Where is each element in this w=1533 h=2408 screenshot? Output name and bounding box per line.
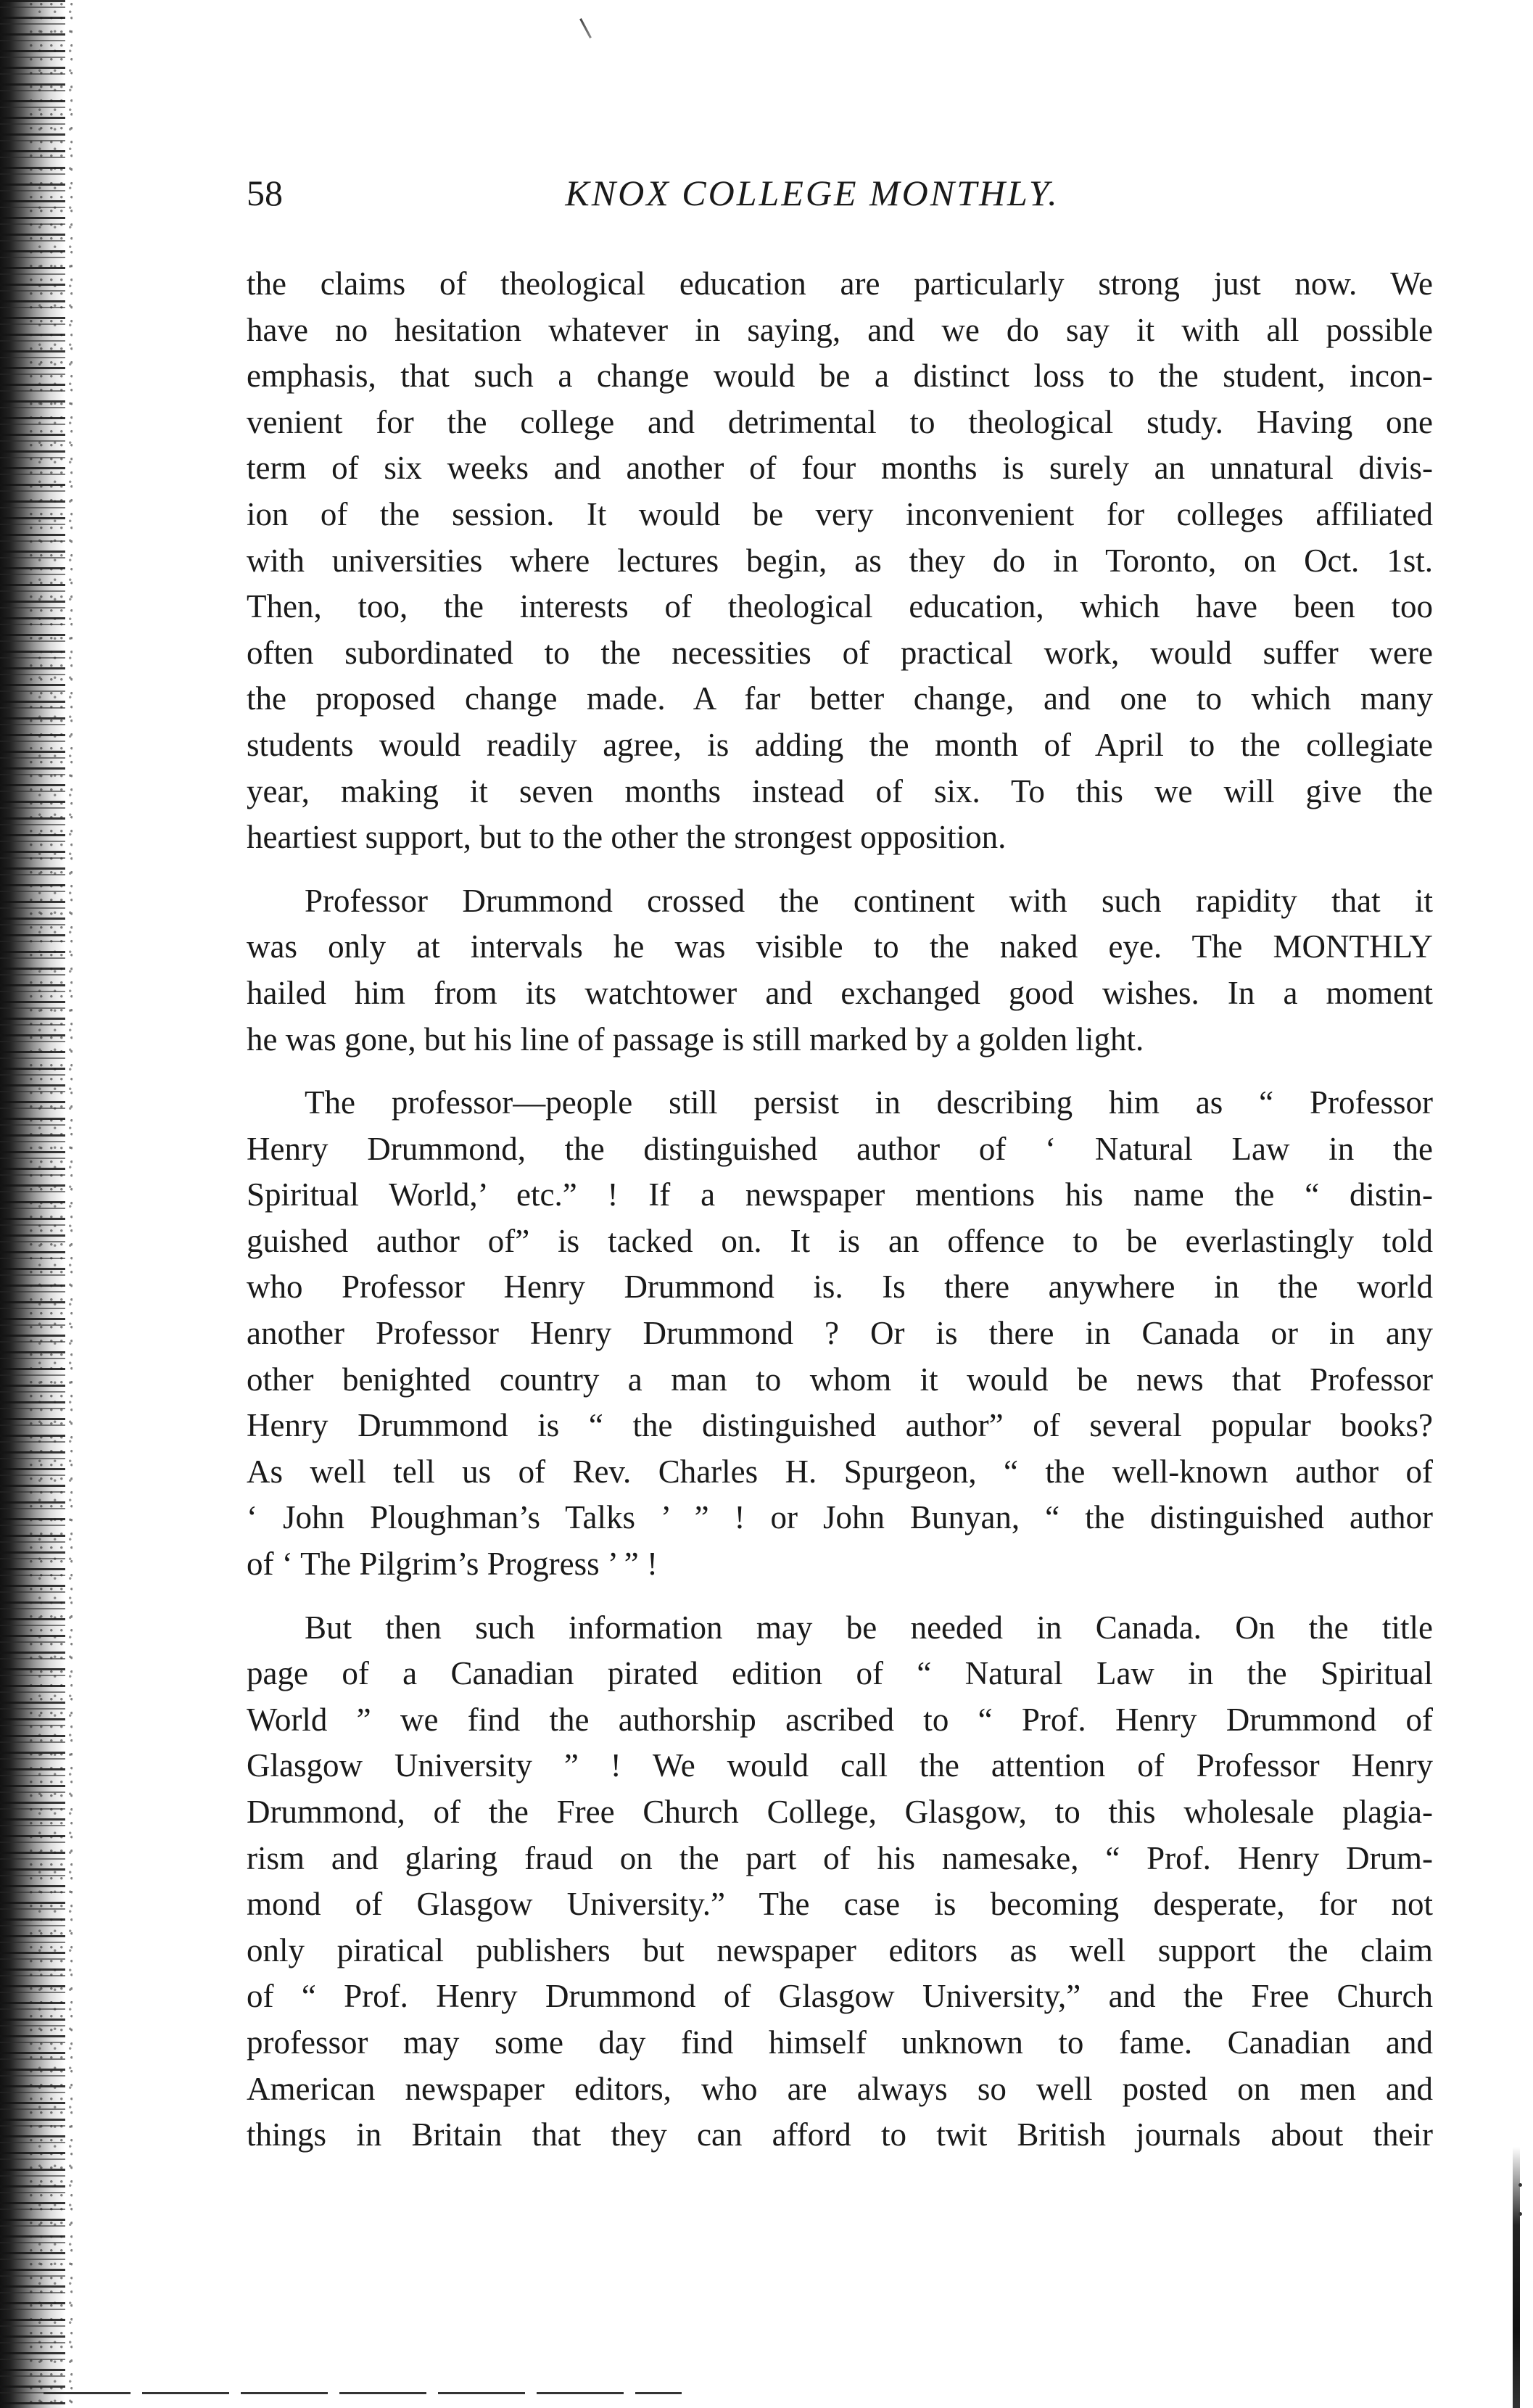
text-line: year, making it seven months instead of six. To this we will give the xyxy=(247,772,1433,809)
paragraph xyxy=(247,878,1433,1063)
text-line: often subordinated to the necessities of practical work, would suffer were xyxy=(247,634,1433,671)
body-text xyxy=(247,261,1433,2176)
text-line: of “ Prof. Henry Drummond of Glasgow University,” and the Free Church xyxy=(247,1978,1433,2015)
scan-binding-specks xyxy=(29,0,73,2408)
text-line: only piratical publishers but newspaper editors as well support the claim xyxy=(247,1931,1433,1968)
paragraph xyxy=(247,261,1433,861)
text-line: ion of the session. It would be very inconvenient for colleges affiliated xyxy=(247,495,1433,532)
scan-speck xyxy=(1518,2212,1522,2216)
text-line: students would readily agree, is adding the month of April to the collegiate xyxy=(247,726,1433,763)
bottom-rule xyxy=(44,2392,682,2394)
text-line: the proposed change made. A far better change, and one to which many xyxy=(247,680,1433,717)
paragraph xyxy=(247,1080,1433,1588)
text-line: Spiritual World,’ etc.” ! If a newspaper mentions his name the “ distin- xyxy=(247,1176,1433,1213)
text-line: Drummond, of the Free Church College, Glasgow, to this wholesale plagia- xyxy=(247,1794,1433,1830)
text-line: of ‘ The Pilgrim’s Progress ’ ” ! xyxy=(247,1546,658,1583)
text-line: emphasis, that such a change would be a distinct loss to the student, incon- xyxy=(247,358,1433,395)
text-line: heartiest support, but to the other the strongest opposition. xyxy=(247,819,1007,856)
text-line: American newspaper editors, who are always so well posted on men and xyxy=(247,2070,1433,2107)
text-line: ‘ John Ploughman’s Talks ’ ” ! or John Bunyan, “ the distinguished author xyxy=(247,1499,1433,1536)
text-line: But then such information may be needed in Canada. On the title xyxy=(305,1609,1433,1646)
text-line: he was gone, but his line of passage is still marked by a golden light. xyxy=(247,1020,1144,1057)
text-line: the claims of theological education are particularly strong just now. We xyxy=(247,265,1433,302)
text-line: hailed him from its watchtower and exchanged good wishes. In a moment xyxy=(247,974,1433,1011)
text-line: who Professor Henry Drummond is. Is there anywhere in the world xyxy=(247,1269,1433,1306)
text-line: things in Britain that they can afford to twit British journals about their xyxy=(247,2116,1433,2153)
text-line: Glasgow University ” ! We would call the attention of Professor Henry xyxy=(247,1747,1433,1784)
text-line: have no hesitation whatever in saying, and we do say it with all possible xyxy=(247,311,1433,348)
text-line: rism and glaring fraud on the part of his namesake, “ Prof. Henry Drum- xyxy=(247,1839,1433,1876)
scan-speck xyxy=(1518,2183,1522,2187)
scan-speck xyxy=(579,18,592,38)
text-line: Professor Drummond crossed the continent with such rapidity that it xyxy=(305,882,1433,919)
text-line: with universities where lectures begin, as they do in Toronto, on Oct. 1st. xyxy=(247,542,1433,579)
text-line: was only at intervals he was visible to the naked eye. The MONTHLY xyxy=(247,928,1433,965)
text-line: Henry Drummond is “ the distinguished author” of several popular books? xyxy=(247,1407,1433,1444)
text-line: venient for the college and detrimental to theological study. Having one xyxy=(247,403,1433,440)
page-header xyxy=(247,164,1443,222)
text-line: Henry Drummond, the distinguished author of ‘ Natural Law in the xyxy=(247,1130,1433,1167)
running-title: KNOX COLLEGE MONTHLY. xyxy=(565,173,1059,213)
text-line: page of a Canadian pirated edition of “ Natural Law in the Spiritual xyxy=(247,1655,1433,1692)
text-line: professor may some day find himself unknown to fame. Canadian and xyxy=(247,2024,1433,2061)
paragraph xyxy=(247,1605,1433,2158)
text-line: guished author of” is tacked on. It is an offence to be everlastingly told xyxy=(247,1222,1433,1259)
page-number: 58 xyxy=(247,173,283,213)
text-line: other benighted country a man to whom it would be news that Professor xyxy=(247,1361,1433,1398)
text-line: World ” we find the authorship ascribed to “ Prof. Henry Drummond of xyxy=(247,1701,1433,1738)
text-line: term of six weeks and another of four months is surely an unnatural divis- xyxy=(247,450,1433,487)
text-line: The professor—people still persist in describing him as “ Professor xyxy=(305,1084,1433,1121)
text-line: mond of Glasgow University.” The case is becoming desperate, for not xyxy=(247,1886,1433,1923)
text-line: Then, too, the interests of theological education, which have been too xyxy=(247,588,1433,625)
text-line: As well tell us of Rev. Charles H. Spurgeon, “ the well-known author of xyxy=(247,1453,1433,1490)
text-line: another Professor Henry Drummond ? Or is there in Canada or in any xyxy=(247,1315,1433,1352)
